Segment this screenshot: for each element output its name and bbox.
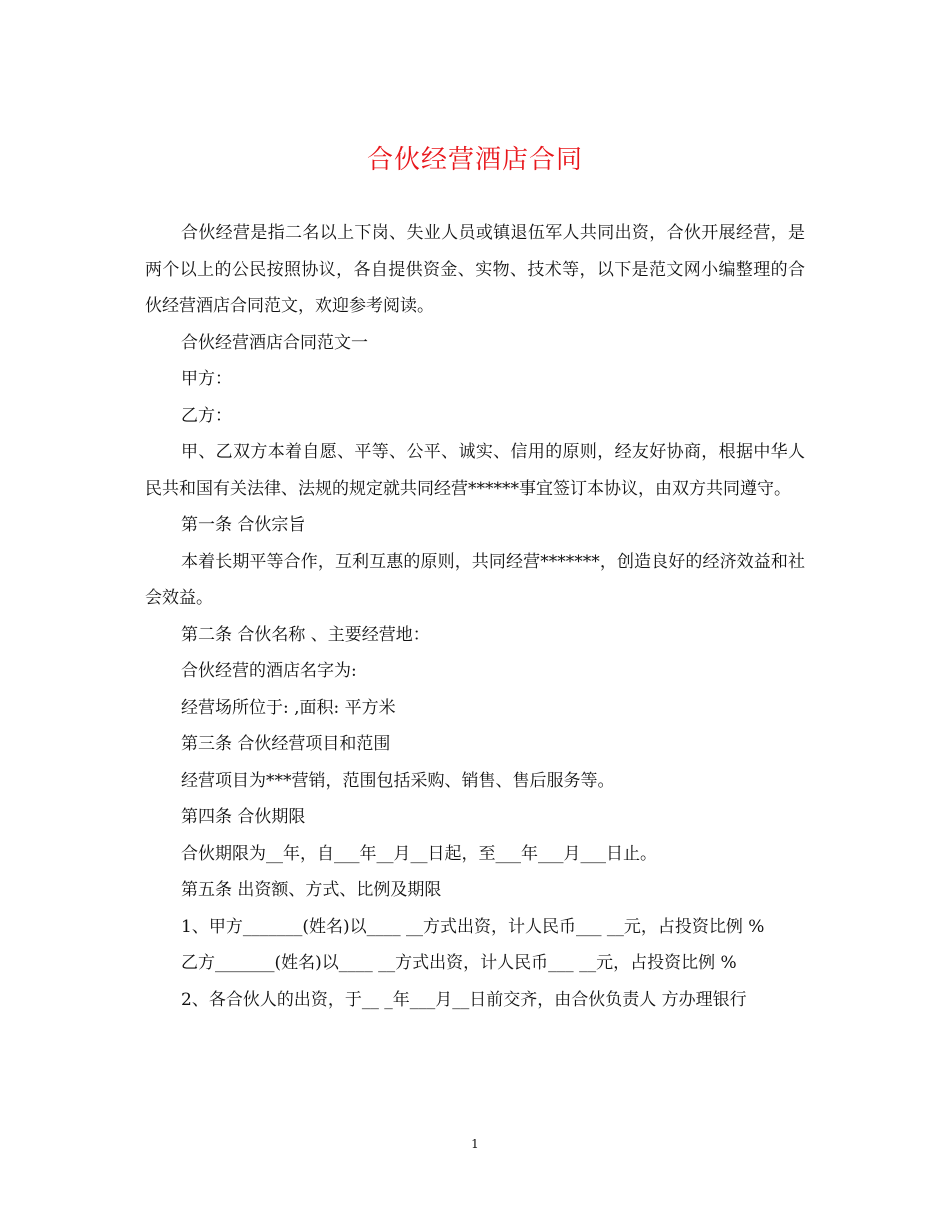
section-heading: 第四条 合伙期限 (181, 807, 306, 827)
paragraph: 合伙经营是指二名以上下岗、失业人员或镇退伍军人共同出资，合伙开展经营，是两个以上的公民按照协议，各自提供资金、实物、技术等，以下是范文网小编整理的合伙经营酒店合同范文，欢迎参考阅读。 (145, 223, 805, 316)
paragraph: 2、各合伙人的出资，于__ _年___月__日前交齐，由合伙负责人 方办理银行 (181, 989, 747, 1010)
paragraph: 乙方： (181, 405, 232, 426)
section-heading: 第三条 合伙经营项目和范围 (181, 734, 391, 754)
paragraph: 乙方_______(姓名)以____ __方式出资，计人民币___ __元，占投资比例 % (181, 953, 737, 973)
section-heading: 第一条 合伙宗旨 (181, 515, 306, 535)
document-title: 合伙经营酒店合同 (366, 145, 583, 175)
paragraph: 本着长期平等合作，互利互惠的原则，共同经营*******，创造良好的经济效益和社会效益。 (145, 551, 805, 608)
paragraph: 经营场所位于: ,面积: 平方米 (181, 697, 396, 718)
paragraph: 甲方： (181, 369, 232, 389)
document-body (145, 215, 805, 1018)
paragraph: 合伙经营的酒店名字为: (181, 661, 357, 681)
paragraph: 甲、乙双方本着自愿、平等、公平、诚实、信用的原则，经友好协商，根据中华人民共和国有关法律、法规的规定就共同经营******事宜签订本协议，由双方共同遵守。 (145, 442, 805, 499)
section-heading: 第二条 合伙名称 、主要经营地： (181, 624, 430, 645)
paragraph: 合伙期限为__年，自___年__月__日起，至___年___月___日止。 (181, 843, 657, 864)
section-heading: 第五条 出资额、方式、比例及期限 (181, 880, 442, 900)
paragraph: 经营项目为***营销，范围包括采购、销售、售后服务等。 (181, 770, 615, 791)
page-number: 1 (471, 1137, 479, 1151)
paragraph: 合伙经营酒店合同范文一 (181, 332, 368, 353)
paragraph: 1、甲方_______(姓名)以____ __方式出资，计人民币___ __元，占投资比例 % (181, 916, 765, 937)
